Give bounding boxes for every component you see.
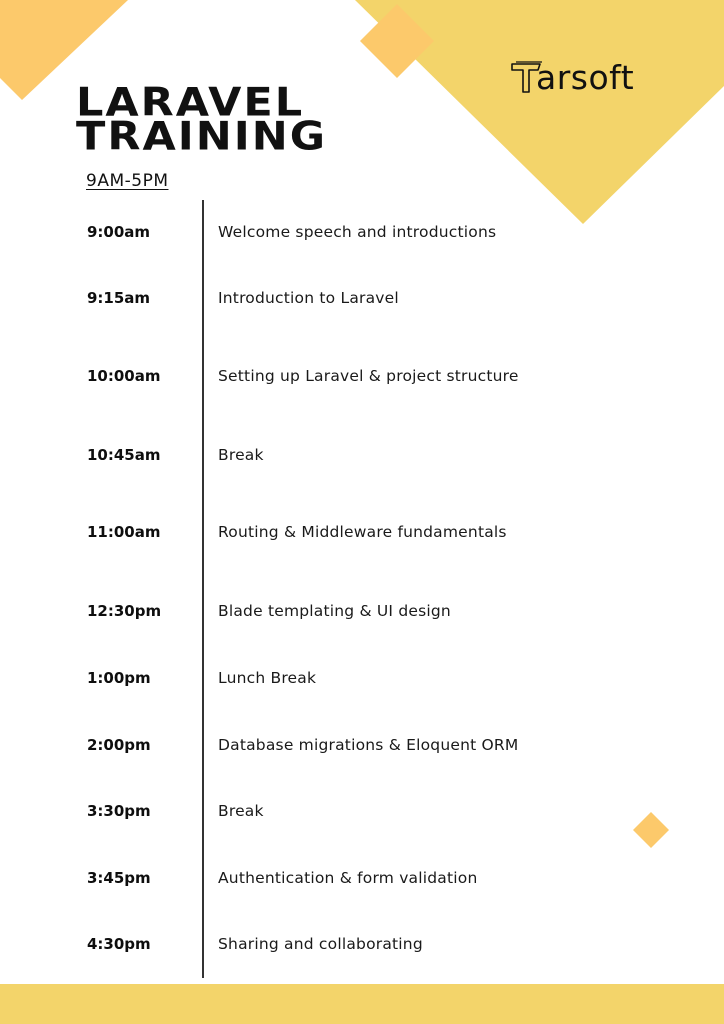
schedule-time: 11:00am (87, 523, 161, 541)
schedule-row (0, 733, 724, 757)
schedule-row (0, 799, 724, 823)
small-diamond-top-decoration (360, 4, 434, 78)
footer-band-decoration (0, 984, 724, 1024)
schedule-time: 12:30pm (87, 602, 162, 620)
schedule-time: 1:00pm (87, 669, 151, 687)
brand-logo (510, 58, 650, 98)
schedule-row (0, 364, 724, 388)
schedule-divider (202, 200, 204, 978)
schedule-activity: Setting up Laravel & project structure (218, 367, 519, 385)
schedule-time: 9:15am (87, 289, 151, 307)
schedule-row (0, 599, 724, 623)
schedule-activity: Blade templating & UI design (218, 602, 451, 620)
schedule-time: 4:30pm (87, 935, 151, 953)
schedule-time: 3:30pm (87, 802, 151, 820)
schedule-time: 9:00am (87, 223, 151, 241)
schedule-time: 10:00am (87, 367, 161, 385)
schedule-row (0, 220, 724, 244)
schedule-row (0, 866, 724, 890)
schedule-activity: Routing & Middleware fundamentals (218, 523, 507, 541)
schedule-activity: Break (218, 446, 264, 464)
schedule-row (0, 666, 724, 690)
training-hours: 9AM-5PM (86, 171, 169, 191)
schedule-activity: Introduction to Laravel (218, 289, 399, 307)
schedule-time: 2:00pm (87, 736, 151, 754)
page-title (76, 79, 396, 160)
page-title-line-2: TRAINING (76, 113, 327, 160)
schedule-activity: Lunch Break (218, 669, 317, 687)
schedule-row (0, 520, 724, 544)
schedule-activity: Authentication & form validation (218, 869, 478, 887)
schedule-activity: Welcome speech and introductions (218, 223, 497, 241)
page-title-line-1: LARAVEL (76, 79, 305, 126)
schedule-activity: Sharing and collaborating (218, 935, 423, 953)
schedule-activity: Database migrations & Eloquent ORM (218, 736, 519, 754)
schedule-activity: Break (218, 802, 264, 820)
schedule-row (0, 932, 724, 956)
brand-logo-text: arsoft (536, 58, 635, 97)
schedule-time: 10:45am (87, 446, 161, 464)
schedule-time: 3:45pm (87, 869, 151, 887)
schedule-row (0, 286, 724, 310)
schedule-row (0, 443, 724, 467)
